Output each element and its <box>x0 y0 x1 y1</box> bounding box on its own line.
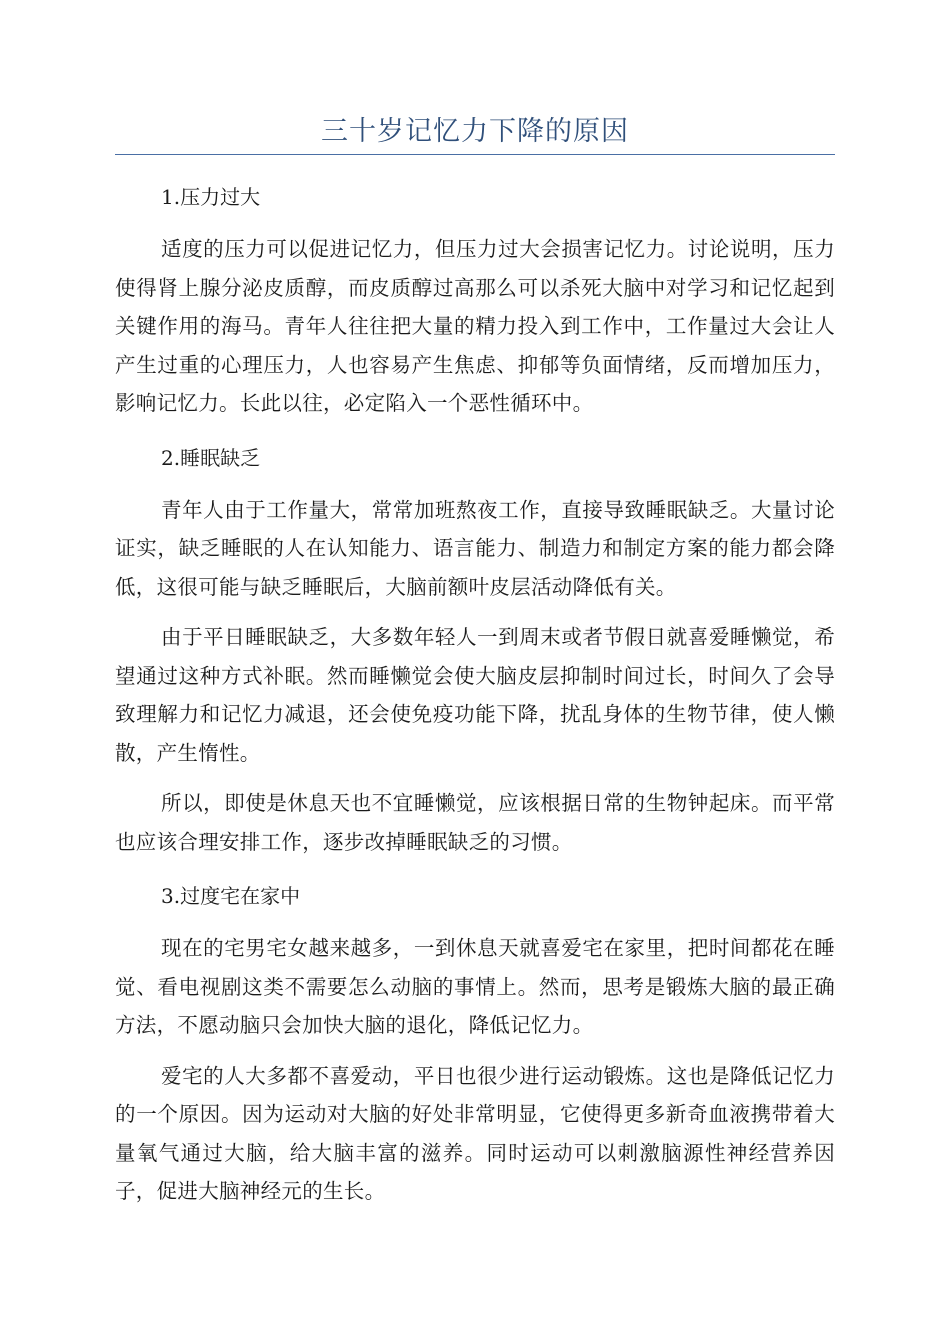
paragraph-sleep-2: 由于平日睡眠缺乏，大多数年轻人一到周末或者节假日就喜爱睡懒觉，希望通过这种方式补眠。然而睡懒觉会使大脑皮层抑制时间过长，时间久了会导致理解力和记忆力减退，还会使免疫功能下降，扰乱身体的生物节律，使人懒散，产生惰性。 <box>115 625 835 765</box>
document-body <box>115 174 835 1211</box>
section-heading-stress: 1.压力过大 <box>161 185 261 209</box>
paragraph-sleep-1: 青年人由于工作量大，常常加班熬夜工作，直接导致睡眠缺乏。大量讨论证实，缺乏睡眠的人在认知能力、语言能力、制造力和制定方案的能力都会降低，这很可能与缺乏睡眠后，大脑前额叶皮层活动降低有关。 <box>115 497 835 599</box>
section-heading-homebody: 3.过度宅在家中 <box>161 884 301 908</box>
paragraph-stress: 适度的压力可以促进记忆力，但压力过大会损害记忆力。讨论说明，压力使得肾上腺分泌皮质醇，而皮质醇过高那么可以杀死大脑中对学习和记忆起到关键作用的海马。青年人往往把大量的精力投入到工作中，工作量过大会让人产生过重的心理压力，人也容易产生焦虑、抑郁等负面情绪，反而增加压力，影响记忆力。长此以往，必定陷入一个恶性循环中。 <box>115 237 835 415</box>
paragraph-homebody-1: 现在的宅男宅女越来越多，一到休息天就喜爱宅在家里，把时间都花在睡觉、看电视剧这类不需要怎么动脑的事情上。然而，思考是锻炼大脑的最正确方法，不愿动脑只会加快大脑的退化，降低记忆力。 <box>115 936 835 1037</box>
section-heading-sleep: 2.睡眠缺乏 <box>161 445 261 470</box>
paragraph-homebody-2: 爱宅的人大多都不喜爱动，平日也很少进行运动锻炼。这也是降低记忆力的一个原因。因为运动对大脑的好处非常明显，它使得更多新奇血液携带着大量氧气通过大脑，给大脑丰富的滋养。同时运动可以刺激脑源性神经营养因子，促进大脑神经元的生长。 <box>115 1063 835 1203</box>
title-underline <box>115 154 835 155</box>
document-title: 三十岁记忆力下降的原因 <box>321 116 629 147</box>
paragraph-sleep-3: 所以，即使是休息天也不宜睡懒觉，应该根据日常的生物钟起床。而平常也应该合理安排工作，逐步改掉睡眠缺乏的习惯。 <box>115 791 835 854</box>
